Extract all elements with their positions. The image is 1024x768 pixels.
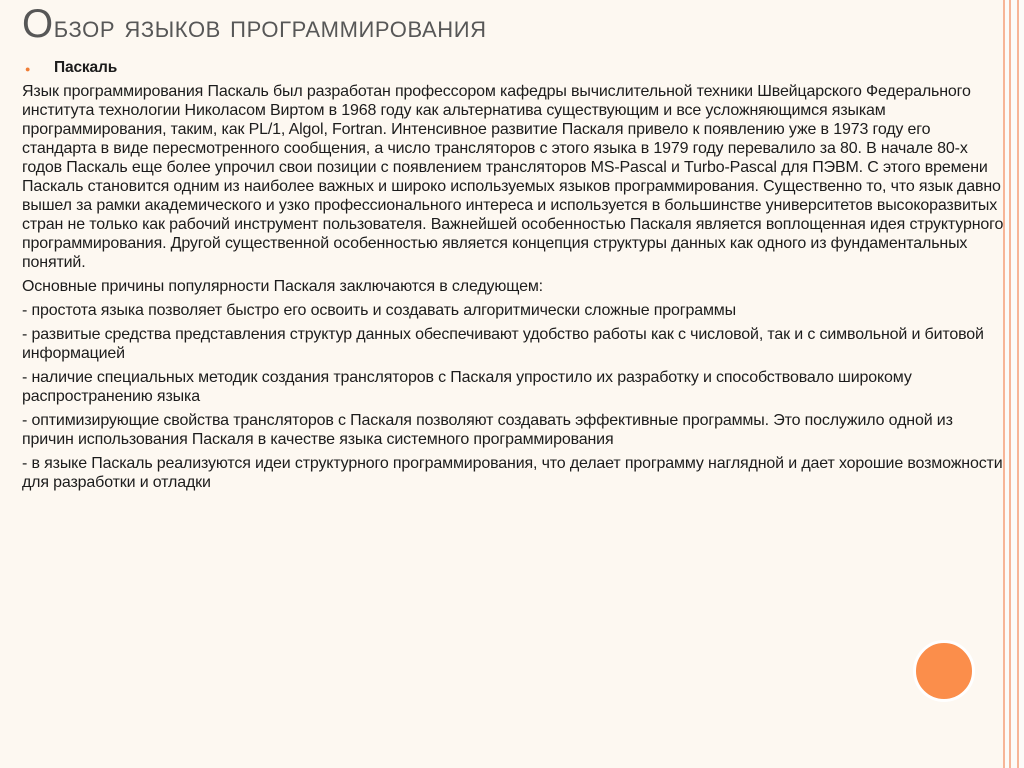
bullet-heading: Паскаль — [54, 59, 118, 76]
slide-title: Обзор языков программирования — [22, 2, 487, 46]
reason-item: - в языке Паскаль реализуются идеи структурного программирования, что делает программу наглядной и дает хорошие возможности для разработки и отладки — [22, 455, 1003, 491]
reason-item: - развитые средства представления структур данных обеспечивают удобство работы как с числовой, так и с символьной и битовой информацией — [22, 326, 984, 362]
paragraph-intro: Язык программирования Паскаль был разработан профессором кафедры вычислительной техники Швейцарского Федерального института технологии Николасом Виртом в 1968 году как альтернатива существующим и все усложняющимся языкам программирования, таким, как PL/1, Algol, Fortran. Интенсивное развитие Паскаля привело к появлению уже в 1973 году его стандарта в виде пересмотренного сообщения, а число трансляторов с этого языка в 1979 году перевалило за 80. В начале 80-х годов Паскаль еще более упрочил свои позиции с появлением трансляторов MS-Pascal и Turbo-Pascal для ПЭВМ. С этого времени Паскаль становится одним из наиболее важных и широко используемых языков программирования. Существенно то, что язык давно вышел за рамки академического и узко профессионального интереса и используется в большинстве университетов высокоразвитых стран не только как рабочий инструмент пользователя. Важнейшей особенностью Паскаля является воплощенная идея структурного программирования. Другой существенной особенностью является концепция структуры данных как одного из фундаментальных понятий. — [22, 83, 1004, 271]
paragraph-reasons: Основные причины популярности Паскаля заключаются в следующем: — [22, 278, 543, 295]
reason-item: - простота языка позволяет быстро его освоить и создавать алгоритмически сложные программы — [22, 302, 736, 319]
bullet-row — [22, 58, 1007, 82]
reason-item: - оптимизирующие свойства трансляторов с Паскаля позволяют создавать эффективные программы. Это послужило одной из причин использования Паскаля в качестве языка системного программирования — [22, 412, 953, 448]
decorative-rule — [1017, 0, 1019, 768]
bullet-dot-icon: ● — [25, 64, 31, 74]
decorative-rule — [1009, 0, 1011, 768]
slide-content — [22, 58, 1007, 497]
decorative-circle — [913, 640, 975, 702]
reason-item: - наличие специальных методик создания трансляторов с Паскаля упростило их разработку и способствовало широкому распространению языка — [22, 369, 912, 405]
